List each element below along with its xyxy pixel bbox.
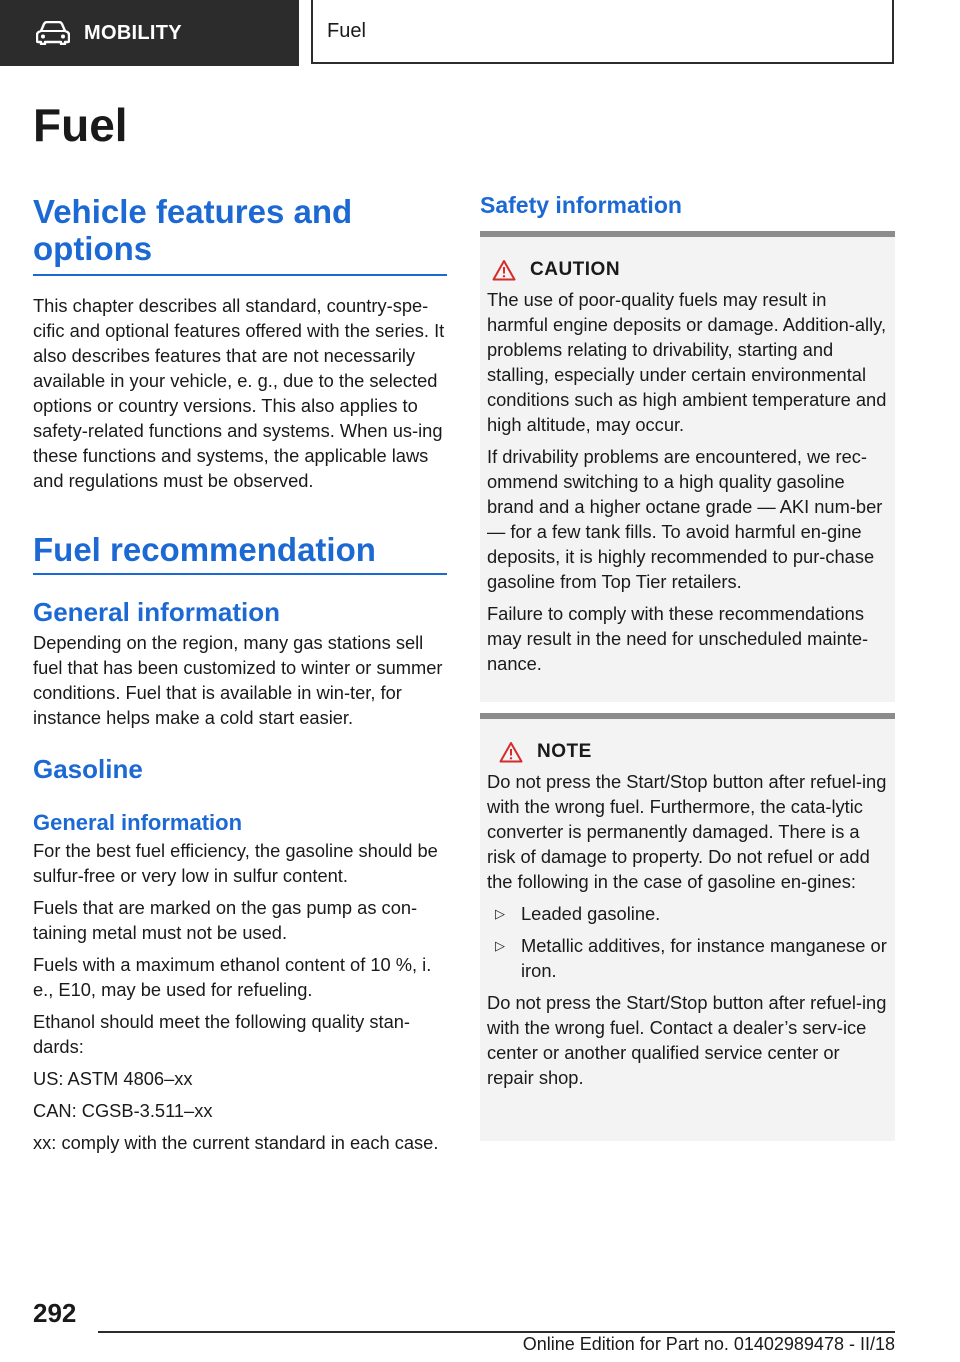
vehicle-features-heading: Vehicle features and options <box>33 193 353 267</box>
section-label: MOBILITY <box>84 21 182 44</box>
car-icon <box>36 21 70 45</box>
triangle-bullet-icon: ▷ <box>495 938 505 953</box>
list-item <box>487 901 888 926</box>
heading-rule <box>33 274 447 276</box>
note-intro: Do not press the Start/Stop button after refuel-ing with the wrong fuel. Furthermore, the cata-lytic converter is permanently damaged. There is a risk of damage to property. Do not refuel or add the following in the case of gasoline en-gines: <box>487 771 887 892</box>
caution-label: CAUTION <box>530 259 621 280</box>
caution-paragraph: If drivability problems are encountered, we rec-ommend switching to a high quality gasoline brand and a higher octane grade — AKI num-ber — for a few tank fills. To avoid harmful en-gine deposits, it is highly recommended to pur-chase gasoline from Top Tier retailers. <box>487 446 883 592</box>
note-label: NOTE <box>537 741 592 762</box>
heading-rule <box>33 573 447 575</box>
general-information-heading: General information <box>33 596 281 627</box>
gasoline-paragraphs <box>33 838 447 1155</box>
warning-triangle-icon <box>499 741 523 763</box>
fuel-recommendation-section <box>33 532 447 1155</box>
footer-edition-text: Online Edition for Part no. 01402989478 - II/18 <box>522 1334 895 1354</box>
list-item-text: Metallic additives, for instance manganese or iron. <box>521 935 887 981</box>
warning-triangle-icon <box>492 259 516 281</box>
header-section-tab <box>0 0 299 66</box>
paragraph: xx: comply with the current standard in each case. <box>33 1131 439 1153</box>
list-item-text: Leaded gasoline. <box>521 903 661 924</box>
paragraph: For the best fuel efficiency, the gasoline should be sulfur-free or very low in sulfur content. <box>33 839 438 886</box>
caution-box <box>480 231 895 702</box>
paragraph: Fuels with a maximum ethanol content of 10 %, i. e., E10, may be used for refueling. <box>33 953 432 1000</box>
paragraph: Ethanol should meet the following quality stan-dards: <box>33 1010 411 1057</box>
page-label: Fuel <box>327 19 366 42</box>
header-page-tab <box>311 0 894 64</box>
note-tag <box>487 741 888 763</box>
note-outro: Do not press the Start/Stop button after refuel-ing with the wrong fuel. Contact a dealer’s serv-ice center or another qualified service center or repair shop. <box>487 992 887 1088</box>
safety-information-heading-wrap <box>480 192 895 219</box>
vehicle-features-section <box>33 194 447 493</box>
triangle-bullet-icon: ▷ <box>495 906 505 921</box>
vehicle-features-text: This chapter describes all standard, country-spe-cific and optional features offered with the series. It also describes features that are not necessarily available in your vehicle, e. g., due to the selected options or country versions. This also applies to safety-related functions and systems. When us-ing these functions and systems, the applicable laws and regulations must be observed. <box>33 294 445 491</box>
caution-tag <box>487 259 888 281</box>
general-information-text: Depending on the region, many gas stations sell fuel that has been customized to winter or summer conditions. Fuel that is available in win-ter, for instance helps make a cold start easier. <box>33 631 443 728</box>
caution-paragraph: Failure to comply with these recommendations may result in the need for unscheduled mainte-nance. <box>487 603 869 674</box>
caution-paragraph: The use of poor-quality fuels may result in harmful engine deposits or damage. Addition-ally, problems relating to drivability, starting and stalling, especially under certain environmental conditions such as high ambient temperature and high altitude, may occur. <box>487 289 887 435</box>
paragraph: US: ASTM 4806–xx <box>33 1067 193 1089</box>
paragraph: CAN: CGSB-3.511–xx <box>33 1099 213 1121</box>
footer-rule <box>98 1331 895 1333</box>
note-box <box>480 713 895 1141</box>
list-item <box>487 933 888 983</box>
gasoline-general-heading: General information <box>33 809 243 835</box>
safety-information-heading: Safety information <box>480 192 682 218</box>
gasoline-heading: Gasoline <box>33 753 143 784</box>
paragraph: Fuels that are marked on the gas pump as con-taining metal must not be used. <box>33 896 418 943</box>
fuel-recommendation-heading: Fuel recommendation <box>33 531 376 568</box>
page-number: 292 <box>33 1298 77 1328</box>
page-title: Fuel <box>33 99 128 151</box>
